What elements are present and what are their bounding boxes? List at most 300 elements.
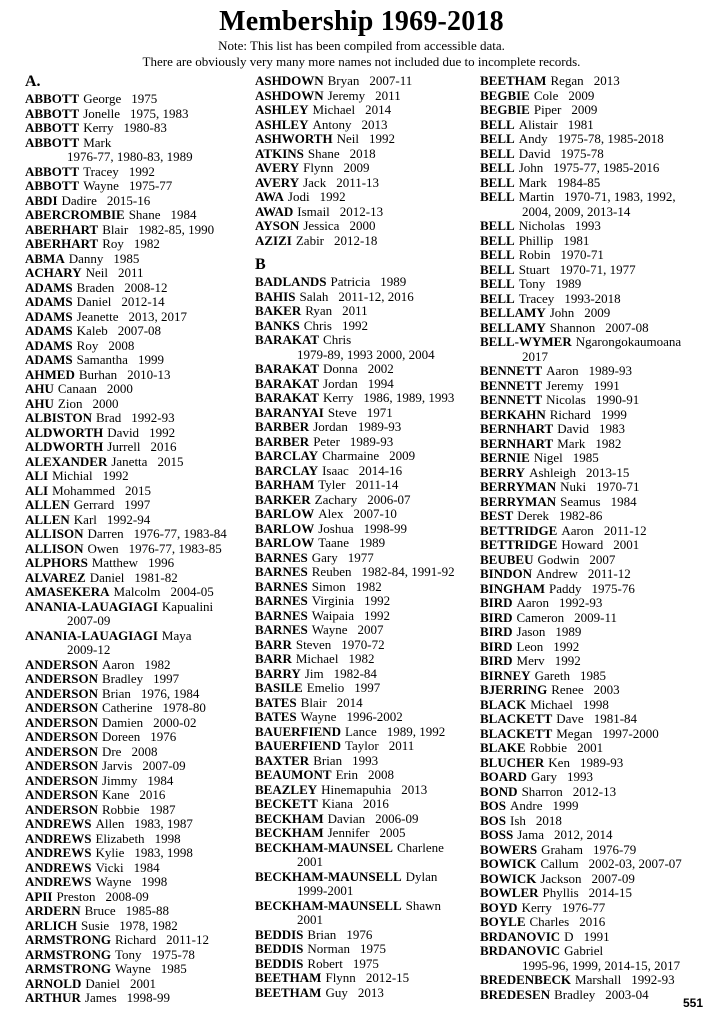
entry-firstname: Danny <box>68 250 104 266</box>
entry-surname: BOWICK <box>480 856 537 871</box>
entry-years: 1992-94 <box>106 511 151 527</box>
entry-firstname: Tracey <box>518 290 555 306</box>
entry-firstname: Nicholas <box>518 218 565 233</box>
entry-surname: BARLOW <box>255 535 315 550</box>
entry-surname: ANDERSON <box>25 729 98 744</box>
entry-years: 2007-10 <box>353 506 397 521</box>
entry-surname: ASHLEY <box>255 102 309 117</box>
entry-years: 2000 <box>106 381 133 396</box>
entry-surname: BENNETT <box>480 363 543 378</box>
entry-firstname: Wayne <box>114 961 151 976</box>
membership-entry <box>25 629 255 644</box>
membership-entry <box>25 382 255 397</box>
membership-entry <box>25 368 255 383</box>
entry-firstname: Darren <box>87 526 124 541</box>
membership-entry <box>25 426 255 441</box>
entry-firstname: Robin <box>518 247 551 262</box>
entry-firstname: Shane <box>307 145 340 161</box>
membership-entry <box>480 625 709 640</box>
entry-surname: ALI <box>25 482 49 498</box>
page-number: 551 <box>682 996 703 1010</box>
entry-years: 1970-72 <box>341 636 385 652</box>
membership-entry <box>255 826 480 841</box>
page-header <box>0 0 723 69</box>
entry-surname: BEETHAM <box>480 73 547 88</box>
membership-entry <box>255 464 480 479</box>
entry-surname: ASHWORTH <box>255 131 333 146</box>
membership-entry <box>480 234 709 249</box>
entry-surname: ANDREWS <box>25 874 92 889</box>
membership-entry <box>255 841 480 856</box>
entry-firstname: James <box>84 990 117 1005</box>
entry-surname: BOS <box>480 798 507 813</box>
entry-years: 2011-12 <box>166 932 209 947</box>
entry-firstname: Catherine <box>101 700 153 715</box>
entry-surname: AVERY <box>255 174 300 190</box>
membership-entry <box>25 759 255 774</box>
membership-entry <box>25 600 255 615</box>
membership-entry <box>25 977 255 992</box>
entry-years: 1992 <box>319 189 346 204</box>
entry-firstname: Emelio <box>306 680 345 695</box>
membership-entry <box>25 179 255 194</box>
entry-firstname: Roy <box>102 236 124 251</box>
entry-surname: BERRY <box>480 464 526 480</box>
entry-firstname: Gary <box>530 769 557 784</box>
entry-firstname: Bradley <box>554 986 596 1002</box>
entry-firstname: Jack <box>303 174 327 190</box>
entry-surname: ABERHART <box>25 236 99 251</box>
entry-firstname: Jennifer <box>327 825 370 840</box>
membership-entry <box>480 567 709 582</box>
entry-years: 2012-13 <box>572 783 617 799</box>
membership-entry <box>255 449 480 464</box>
entry-firstname: Kerry <box>83 120 114 135</box>
entry-surname: BAUERFIEND <box>255 723 341 739</box>
entry-years: 2018 <box>349 145 376 161</box>
membership-entry <box>480 74 709 89</box>
entry-years: 1982 <box>144 656 171 672</box>
entry-firstname: Zabir <box>295 232 325 248</box>
entry-years: 1990-91 <box>595 392 640 407</box>
entry-years: 1989 <box>555 624 582 639</box>
membership-entry <box>480 988 709 1003</box>
entry-firstname: Jonelle <box>83 105 121 121</box>
entry-years: 2007-08 <box>605 319 649 335</box>
entry-firstname: Cameron <box>516 609 565 625</box>
membership-entry <box>25 803 255 818</box>
entry-firstname: Kerry <box>521 899 552 915</box>
entry-surname: BARCLAY <box>255 462 319 478</box>
membership-entry <box>255 551 480 566</box>
membership-entry <box>480 654 709 669</box>
membership-entry <box>480 828 709 843</box>
entry-years: 2000 <box>349 218 376 233</box>
membership-entry <box>255 768 480 783</box>
entry-years: 2018 <box>535 812 562 828</box>
entry-surname: BERKAHN <box>480 406 546 422</box>
membership-entry <box>480 509 709 524</box>
entry-surname: BELL <box>480 189 515 204</box>
entry-surname: ANDERSON <box>25 743 98 759</box>
entry-firstname: Stuart <box>518 261 550 277</box>
entry-firstname: Tracey <box>83 163 119 179</box>
entry-years: 1989-93 <box>357 419 402 434</box>
entry-surname: BELL <box>480 160 515 175</box>
entry-firstname: Regan <box>550 73 584 88</box>
membership-entry <box>255 638 480 653</box>
entry-firstname: Charles <box>529 914 570 929</box>
entry-surname: BEDDIS <box>255 941 304 956</box>
entry-surname: ABDI <box>25 192 58 208</box>
entry-surname: AHU <box>25 381 54 396</box>
entry-firstname: Robbie <box>101 801 140 817</box>
membership-entry <box>255 986 480 1001</box>
entry-firstname: Graham <box>541 841 583 857</box>
entry-firstname: David <box>518 145 551 161</box>
entry-firstname: Leon <box>516 638 544 654</box>
entry-years: 1984 <box>147 772 174 788</box>
entry-surname: BARNES <box>255 622 308 637</box>
membership-entry <box>480 756 709 771</box>
entry-surname: ARLICH <box>25 917 78 933</box>
entry-years: 1981 <box>563 232 590 248</box>
membership-entry <box>255 681 480 696</box>
entry-years: 1993 <box>574 218 601 233</box>
membership-entry <box>25 223 255 238</box>
entry-surname: ANDERSON <box>25 772 98 788</box>
entry-firstname: Jama <box>517 827 544 842</box>
entry-years: 1997 <box>153 671 180 686</box>
membership-entry <box>480 857 709 872</box>
entry-surname: ADAMS <box>25 308 73 324</box>
membership-entry <box>25 817 255 832</box>
entry-years: 1983, 1987 <box>134 816 193 831</box>
entry-years: 2009 <box>568 87 595 103</box>
entry-years: 1999 <box>552 798 579 813</box>
entry-years: 1992-93 <box>559 595 603 610</box>
membership-entry <box>255 89 480 104</box>
membership-entry <box>25 933 255 948</box>
entry-surname: BATES <box>255 694 297 710</box>
membership-entry <box>480 741 709 756</box>
entry-surname: BELL <box>480 218 515 233</box>
entry-years: 1982-84, 1991-92 <box>361 564 455 579</box>
entry-surname: BAUERFIEND <box>255 738 341 753</box>
membership-entry <box>480 727 709 742</box>
entry-firstname: Ish <box>510 812 526 828</box>
entry-firstname: Dave <box>556 711 584 726</box>
entry-years: 1992 <box>368 131 395 146</box>
entry-years: 1975-78 <box>560 145 604 161</box>
entry-firstname: Malcolm <box>113 584 161 599</box>
membership-entry <box>25 455 255 470</box>
membership-entry <box>25 832 255 847</box>
entry-surname: BREDESEN <box>480 986 551 1002</box>
entry-firstname: Salah <box>299 288 329 304</box>
entry-surname: BELL <box>480 247 515 262</box>
entry-surname: BEST <box>480 508 514 523</box>
entry-firstname: Nigel <box>533 450 563 465</box>
entry-years: 1980-83 <box>123 120 167 135</box>
entry-years: 2011-12, 2016 <box>338 288 414 304</box>
entry-years: 1981-84 <box>593 711 638 726</box>
membership-entry <box>25 904 255 919</box>
membership-entry <box>480 277 709 292</box>
membership-entry <box>25 469 255 484</box>
entry-firstname: Bryan <box>327 73 360 88</box>
entry-years: 2012-13 <box>339 203 384 219</box>
entry-years: 1984 <box>133 859 160 875</box>
entry-surname: BARAKAT <box>255 390 320 405</box>
entry-years: 2016 <box>579 914 606 929</box>
entry-firstname: Sharron <box>521 783 563 799</box>
entry-years: 1996 <box>148 555 175 570</box>
entry-surname: BELL <box>480 174 515 190</box>
entry-firstname: Shawn <box>405 897 442 913</box>
membership-entry <box>25 571 255 586</box>
entry-surname: ALLEN <box>25 497 70 512</box>
entry-firstname: John <box>518 160 544 175</box>
entry-surname: BARBER <box>255 433 310 449</box>
membership-entry <box>25 788 255 803</box>
entry-firstname: Mark <box>518 174 547 190</box>
entry-firstname: Jeremy <box>327 87 366 103</box>
entry-surname: BEGBIE <box>480 102 530 117</box>
membership-entry <box>255 103 480 118</box>
entry-surname: BIRD <box>480 595 513 610</box>
membership-entry <box>480 219 709 234</box>
entry-years: 1983 <box>599 421 626 436</box>
entry-years: 2001 <box>577 740 604 755</box>
entry-surname: BOWLER <box>480 885 539 900</box>
entry-years: 1976-77, 1983-84 <box>133 526 227 541</box>
entry-firstname: Michael <box>530 696 573 712</box>
entry-years: 1975-76 <box>591 580 635 596</box>
entry-years: 1970-71 <box>596 479 640 494</box>
membership-entry <box>255 594 480 609</box>
entry-years: 2001 <box>613 537 640 552</box>
entry-surname: BELL <box>480 131 515 146</box>
entry-firstname: Kaleb <box>76 323 108 338</box>
entry-surname: ALBISTON <box>25 410 92 425</box>
entry-firstname: Gareth <box>534 667 570 683</box>
entry-years: 1997 <box>354 680 381 695</box>
membership-entry <box>480 799 709 814</box>
entry-firstname: Richard <box>114 932 157 947</box>
membership-entry <box>25 774 255 789</box>
entry-years: 2002 <box>367 361 394 376</box>
entry-firstname: Jackson <box>540 870 582 886</box>
entry-firstname: Samantha <box>76 352 128 367</box>
membership-entry <box>255 190 480 205</box>
entry-years: 2010-13 <box>127 366 171 382</box>
entry-firstname: Tyler <box>318 477 346 492</box>
entry-firstname: Michial <box>52 468 93 483</box>
entry-surname: BELLAMY <box>480 319 546 335</box>
entry-years-continuation: 2007-09 <box>67 613 111 628</box>
entry-surname: BOSS <box>480 827 514 842</box>
entry-years: 2016 <box>362 796 389 811</box>
entry-surname: BASILE <box>255 680 303 695</box>
membership-entry <box>480 901 709 916</box>
membership-entry <box>255 219 480 234</box>
membership-entry <box>480 495 709 510</box>
entry-surname: ARMSTRONG <box>25 946 111 962</box>
entry-surname: BECKHAM-MAUNSELL <box>255 897 402 913</box>
entry-surname: ANDERSON <box>25 758 98 773</box>
entry-surname: AWAD <box>255 203 294 219</box>
entry-years: 1978, 1982 <box>119 917 178 933</box>
entry-years: 2007-09 <box>142 758 186 773</box>
entry-firstname: Howard <box>561 537 604 552</box>
entry-firstname: Taylor <box>344 738 379 753</box>
entry-years: 1975-78 <box>151 946 195 962</box>
entry-firstname: David <box>557 421 590 436</box>
entry-surname: BEAUMONT <box>255 767 332 782</box>
column-2 <box>255 74 480 1006</box>
entry-surname: ANANIA-LAUAGIAGI <box>25 598 158 614</box>
entry-years: 1976-77 <box>561 899 606 915</box>
entry-firstname: Karl <box>73 511 97 527</box>
entry-surname: ALI <box>25 468 49 483</box>
entry-years: 2000 <box>92 395 119 411</box>
membership-entry <box>25 658 255 673</box>
membership-entry <box>255 739 480 754</box>
entry-surname: BIRD <box>480 609 513 625</box>
entry-years-continuation: 2009-12 <box>67 642 111 657</box>
entry-surname: ASHDOWN <box>255 87 324 103</box>
entry-years: 1997-2000 <box>602 725 659 741</box>
entry-years: 2013 <box>593 73 620 88</box>
membership-entry <box>25 411 255 426</box>
entry-surname: BELL <box>480 116 515 132</box>
membership-entry <box>480 524 709 539</box>
membership-entry <box>480 248 709 263</box>
entry-surname: BERNHART <box>480 421 554 436</box>
entry-surname: BETTRIDGE <box>480 537 558 552</box>
entry-surname: BARNES <box>255 564 308 579</box>
entry-firstname: Chris <box>323 332 352 347</box>
entry-years: 1976-79 <box>592 841 637 857</box>
entry-surname: BIRD <box>480 653 513 668</box>
entry-firstname: Alistair <box>518 116 558 132</box>
entry-years: 1982 <box>355 578 382 594</box>
entry-surname: AWA <box>255 189 284 204</box>
entry-firstname: Erin <box>335 767 358 782</box>
membership-entry <box>255 319 480 334</box>
entry-surname: BARLOW <box>255 506 315 521</box>
entry-years: 2014 <box>365 102 392 117</box>
entry-surname: BLUCHER <box>480 754 545 770</box>
entry-years: 1993 <box>352 752 379 768</box>
entry-surname: APII <box>25 888 53 904</box>
entry-firstname: Brad <box>95 410 122 425</box>
entry-surname: ABBOTT <box>25 163 80 179</box>
entry-surname: BARHAM <box>255 477 315 492</box>
entry-years: 1992 <box>149 424 176 440</box>
membership-entry <box>480 930 709 945</box>
entry-firstname: Daniel <box>76 294 112 309</box>
entry-surname: BARANYAI <box>255 404 324 420</box>
entry-firstname: Preston <box>56 888 96 904</box>
entry-years: 1985 <box>579 667 606 683</box>
membership-entry <box>480 712 709 727</box>
membership-entry <box>255 899 480 914</box>
membership-entry <box>480 408 709 423</box>
entry-years: 2011 <box>375 87 401 103</box>
entry-surname: BANKS <box>255 317 300 333</box>
entry-surname: BLACKETT <box>480 711 553 726</box>
entry-surname: BJERRING <box>480 682 548 697</box>
entry-firstname: Brian <box>307 926 337 942</box>
entry-years: 1970-71 <box>560 247 604 262</box>
membership-entry <box>255 696 480 711</box>
entry-years: 2006-07 <box>367 491 411 507</box>
entry-surname: BLAKE <box>480 740 526 755</box>
entry-surname: AYSON <box>255 218 300 233</box>
entry-years: 1989, 1992 <box>386 723 446 739</box>
membership-entry <box>25 730 255 745</box>
entry-surname: ANDREWS <box>25 816 92 831</box>
entry-surname: ALLEN <box>25 511 70 527</box>
entry-years: 1975-78, 1985-2018 <box>557 131 664 146</box>
membership-entry <box>25 194 255 209</box>
entry-years: 2013, 2017 <box>128 308 188 324</box>
entry-surname: ABBOTT <box>25 120 80 135</box>
membership-entry <box>480 538 709 553</box>
section-heading: A. <box>25 73 41 90</box>
entry-years-continuation: 1976-77, 1980-83, 1989 <box>67 149 193 164</box>
entry-surname: BARR <box>255 651 292 666</box>
entry-years: 2015-16 <box>106 192 151 208</box>
entry-firstname: Godwin <box>537 551 580 567</box>
membership-entry <box>255 957 480 972</box>
entry-firstname: Jarvis <box>101 758 133 773</box>
entry-firstname: Flynn <box>303 160 334 175</box>
entry-years: 1991 <box>593 377 620 393</box>
entry-surname: BEETHAM <box>255 984 322 1000</box>
membership-entry <box>255 609 480 624</box>
membership-entry <box>255 754 480 769</box>
entry-years: 2009 <box>389 448 416 463</box>
entry-firstname: Roy <box>76 337 99 353</box>
entry-years: 2011 <box>388 738 415 753</box>
entry-firstname: Lance <box>344 723 377 739</box>
entry-years: 1985 <box>572 450 599 465</box>
entry-years: 2009 <box>584 305 611 320</box>
membership-entry <box>255 377 480 392</box>
membership-entry <box>255 478 480 493</box>
entry-years: 1999 <box>137 352 164 367</box>
entry-firstname: Charlene <box>396 839 444 855</box>
membership-entry <box>25 991 255 1006</box>
entry-surname: ANDERSON <box>25 685 98 701</box>
entry-years: 2007 <box>589 551 616 567</box>
entry-surname: BAXTER <box>255 752 310 768</box>
membership-entry <box>25 701 255 716</box>
entry-surname: ASHLEY <box>255 116 309 132</box>
entry-firstname: Ismail <box>297 203 330 219</box>
membership-entry <box>255 493 480 508</box>
membership-entry <box>480 640 709 655</box>
entry-firstname: Andre <box>510 798 543 813</box>
entry-firstname: Gerrard <box>73 497 115 512</box>
entry-firstname: Damien <box>101 714 144 730</box>
entry-surname: ADAMS <box>25 323 73 338</box>
membership-entry <box>255 725 480 740</box>
membership-entry <box>480 451 709 466</box>
